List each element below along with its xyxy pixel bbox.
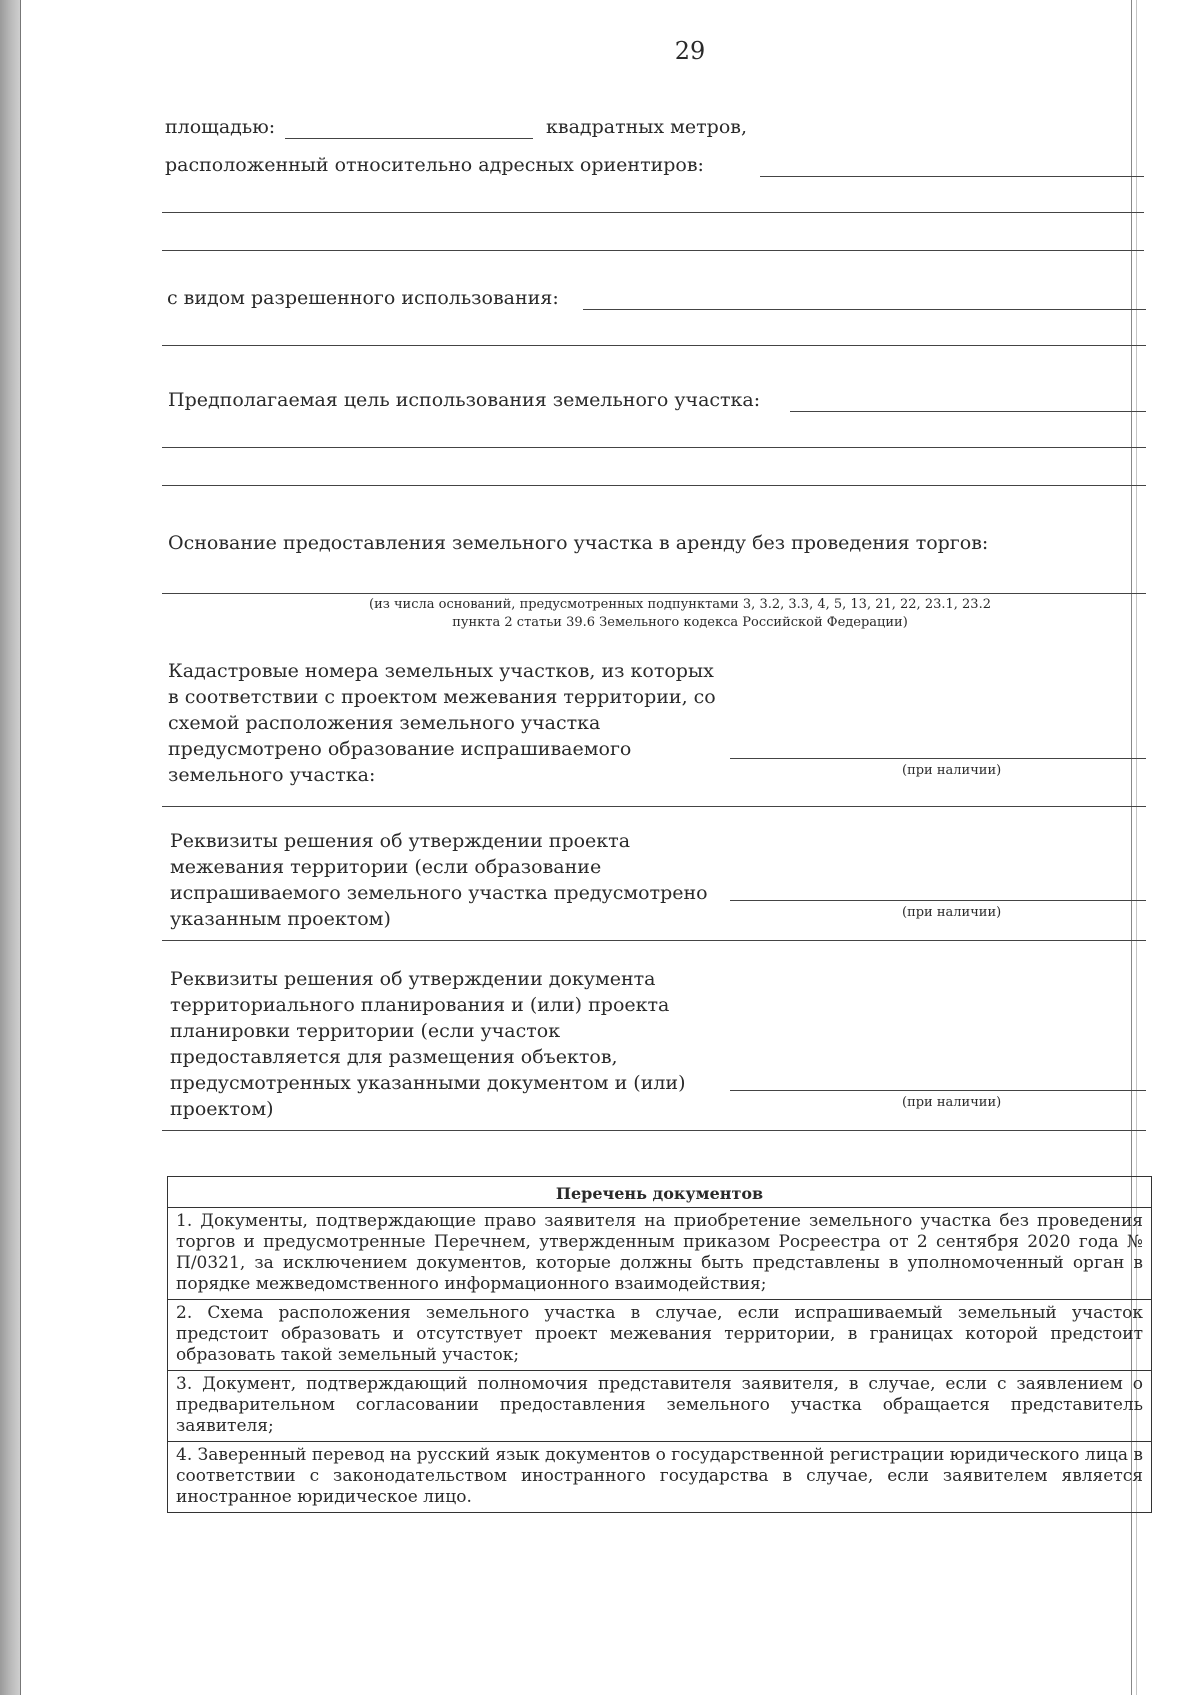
planning-doc-input-line[interactable]: [730, 1090, 1146, 1091]
survey-project-input-line-2[interactable]: [162, 940, 1146, 941]
location-input-line-3[interactable]: [162, 250, 1144, 251]
documents-item-3: 3. Документ, подтверждающий полномочия представителя заявителя, в случае, если с заявлением о предварительном согласовании предоставления земельного участка обращается представитель заявителя;: [168, 1371, 1151, 1442]
survey-project-if-available-note: (при наличии): [902, 905, 1002, 920]
purpose-label: Предполагаемая цель использования земельного участка:: [168, 389, 761, 411]
documents-item-2: 2. Схема расположения земельного участка в случае, если испрашиваемый земельный участок предстоит образовать и отсутствует проект межевания территории, в границах которой предстоит образовать такой земельный участок;: [168, 1300, 1151, 1371]
permitted-use-input-line[interactable]: [583, 309, 1146, 310]
documents-item-1: 1. Документы, подтверждающие право заявителя на приобретение земельного участка без проведения торгов и предусмотренные Перечнем, утвержденным приказом Росреестра от 2 сентября 2020 года № П/0321, за исключением документов, которые должны быть представлены в уполномоченный орган в порядке межведомственного информационного взаимодействия;: [168, 1208, 1151, 1300]
basis-input-line[interactable]: [162, 593, 1146, 594]
location-input-line[interactable]: [760, 176, 1144, 177]
basis-note-line-1: (из числа оснований, предусмотренных подпунктами 3, 3.2, 3.3, 4, 5, 13, 21, 22, 23.1, 23.2: [369, 597, 991, 612]
scan-left-edge: [0, 0, 20, 1695]
survey-project-label: Реквизиты решения об утверждении проекта межевания территории (если образование испрашиваемого земельного участка предусмотрено указанным проектом): [170, 830, 708, 930]
cadastral-if-available-note: (при наличии): [902, 763, 1002, 778]
documents-table: [167, 1176, 1152, 1513]
planning-doc-input-line-2[interactable]: [162, 1130, 1146, 1131]
page-number: 29: [674, 37, 706, 65]
scan-left-edge-line: [20, 0, 21, 1695]
permitted-use-input-line-2[interactable]: [162, 345, 1146, 346]
permitted-use-label: с видом разрешенного использования:: [167, 287, 559, 309]
area-label: площадью:: [165, 116, 276, 138]
cadastral-label: Кадастровые номера земельных участков, из которых в соответствии с проектом межевания территории, со схемой расположения земельного участка предусмотрено образование испрашиваемого земельного участка:: [168, 660, 716, 786]
cadastral-input-line[interactable]: [730, 758, 1146, 759]
purpose-input-line-2[interactable]: [162, 447, 1146, 448]
cadastral-input-line-2[interactable]: [162, 806, 1146, 807]
area-input-line[interactable]: [285, 138, 533, 139]
documents-table-title: Перечень документов: [168, 1177, 1151, 1208]
basis-note-line-2: пункта 2 статьи 39.6 Земельного кодекса Российской Федерации): [452, 615, 908, 630]
planning-doc-label: Реквизиты решения об утверждении документа территориального планирования и (или) проекта планировки территории (если участок предоставляется для размещения объектов, предусмотренных указанными документом и (или) проектом): [170, 968, 686, 1120]
documents-item-4: 4. Заверенный перевод на русский язык документов о государственной регистрации юридического лица в соответствии с законодательством иностранного государства в случае, если заявителем является иностранное юридическое лицо.: [176, 1445, 1143, 1507]
location-label: расположенный относительно адресных ориентиров:: [165, 154, 704, 176]
area-unit: квадратных метров,: [546, 116, 748, 138]
basis-label: Основание предоставления земельного участка в аренду без проведения торгов:: [168, 532, 989, 554]
purpose-input-line[interactable]: [790, 411, 1146, 412]
location-input-line-2[interactable]: [162, 212, 1144, 213]
survey-project-input-line[interactable]: [730, 900, 1146, 901]
purpose-input-line-3[interactable]: [162, 485, 1146, 486]
planning-doc-if-available-note: (при наличии): [902, 1095, 1002, 1110]
